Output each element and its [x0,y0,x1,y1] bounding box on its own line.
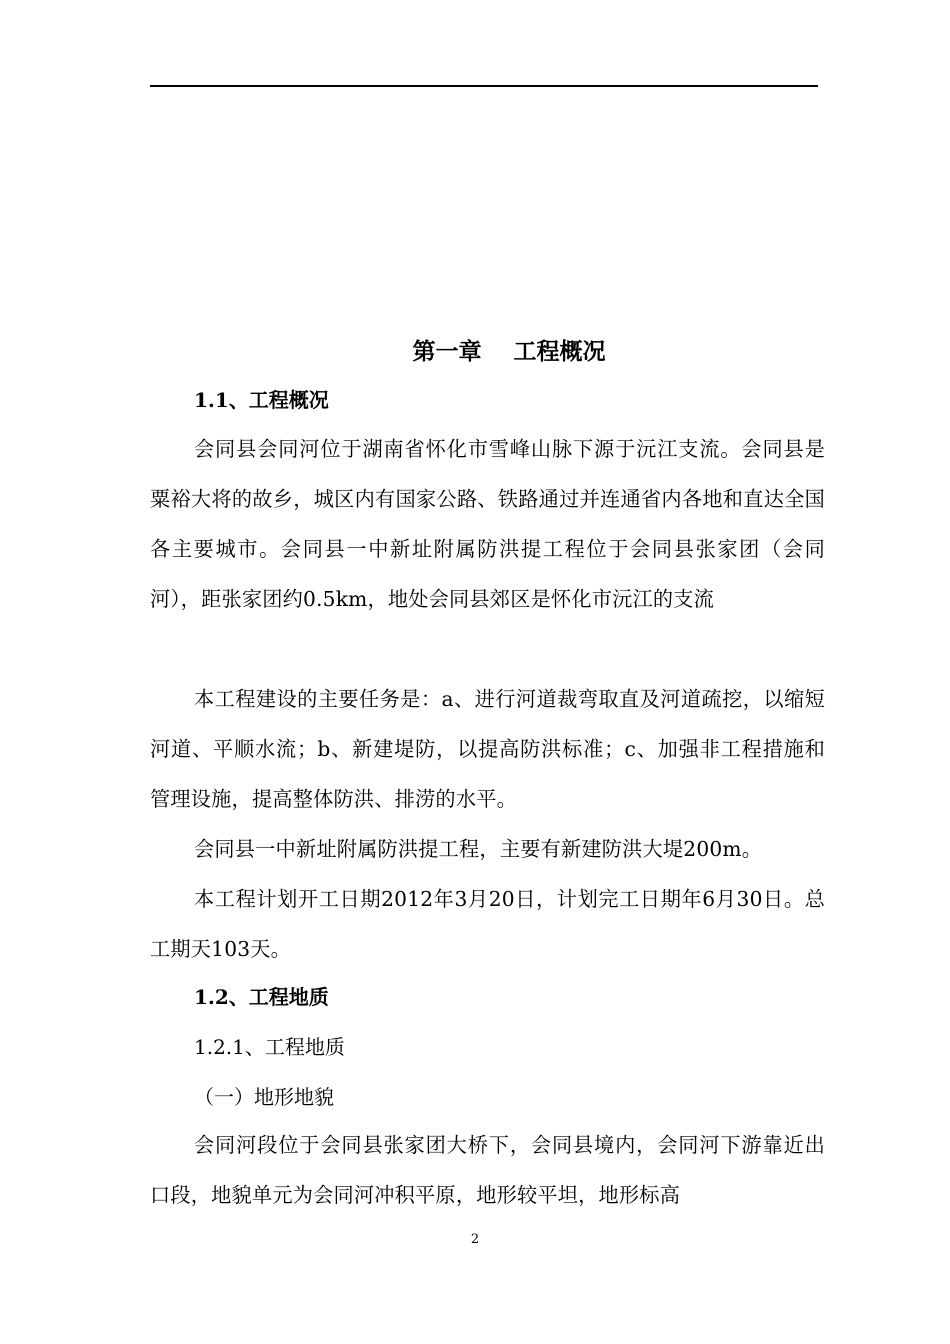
paragraph-schedule: 本工程计划开工日期2012年3月20日，计划完工日期年6月30日。总工期天103天。 [150,887,825,961]
section-heading-1-1: 1.1、工程概况 [194,388,329,412]
paragraph-topography: 会同河段位于会同县张家团大桥下，会同县境内，会同河下游靠近出口段，地貌单元为会同河冲积平原，地形较平坦，地形标高 [150,1133,825,1207]
paragraph-scope: 会同县一中新址附属防洪提工程，主要有新建防洪大堤200m。 [194,837,763,861]
chapter-title: 第一章 工程概况 [412,338,606,365]
section-heading-1-2: 1.2、工程地质 [194,985,329,1009]
paragraph-tasks: 本工程建设的主要任务是：a、进行河道裁弯取直及河道疏挖，以缩短河道、平顺水流；b、新建堤防，以提高防洪标准；c、加强非工程措施和管理设施，提高整体防洪、排涝的水平。 [150,687,825,811]
subsection-heading-1-2-1: 1.2.1、工程地质 [194,1035,345,1059]
page-number: 2 [470,1232,480,1247]
topography-heading: （一）地形地貌 [194,1085,334,1109]
header-rule [150,85,818,87]
paragraph-overview: 会同县会同河位于湖南省怀化市雪峰山脉下源于沅江支流。会同县是粟裕大将的故乡，城区内有国家公路、铁路通过并连通省内各地和直达全国各主要城市。会同县一中新址附属防洪提工程位于会同县张家团（会同河），距张家团约0.5km，地处会同县郊区是怀化市沅江的支流 [150,437,825,611]
